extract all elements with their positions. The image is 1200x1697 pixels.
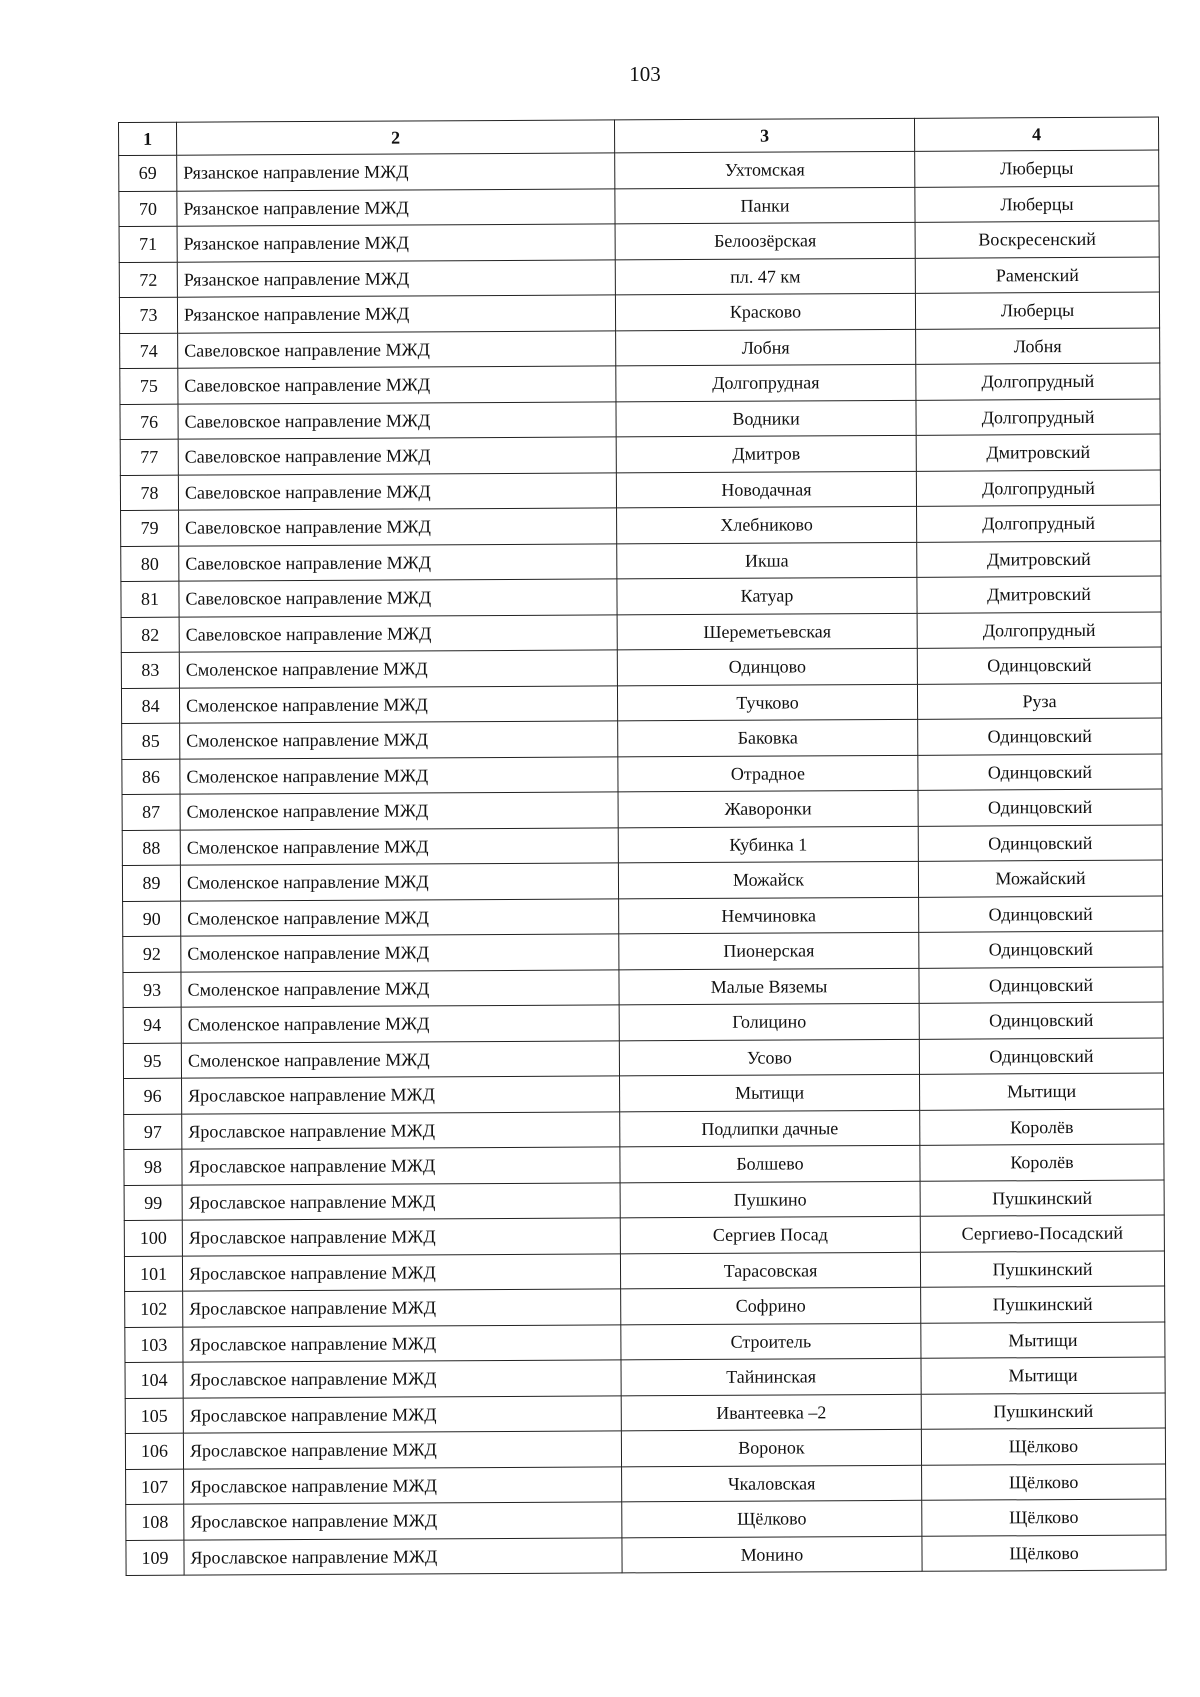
railway-direction: Смоленское направление МЖД bbox=[180, 756, 618, 794]
station-name: Катуар bbox=[617, 577, 917, 614]
station-name: Шереметьевская bbox=[617, 613, 917, 650]
district-name: Руза bbox=[917, 683, 1161, 720]
column-header-3: 3 bbox=[614, 118, 914, 153]
district-name: Щёлково bbox=[922, 1464, 1166, 1501]
station-name: Новодачная bbox=[616, 471, 916, 508]
row-number: 84 bbox=[121, 688, 179, 724]
row-number: 77 bbox=[120, 439, 178, 475]
table-row bbox=[125, 1357, 1165, 1398]
row-number: 89 bbox=[122, 865, 180, 901]
row-number: 76 bbox=[120, 404, 178, 440]
station-name: Можайск bbox=[618, 861, 918, 898]
district-name: Воскресенский bbox=[915, 221, 1159, 258]
district-name: Королёв bbox=[920, 1144, 1164, 1181]
header-row bbox=[119, 117, 1159, 155]
railway-direction: Смоленское направление МЖД bbox=[180, 827, 618, 865]
district-name: Одинцовский bbox=[917, 647, 1161, 684]
station-name: Монино bbox=[622, 1536, 922, 1573]
table-row bbox=[122, 754, 1162, 795]
row-number: 88 bbox=[122, 830, 180, 866]
table-row bbox=[119, 292, 1159, 333]
station-name: Немчиновка bbox=[619, 897, 919, 934]
station-name: Кубинка 1 bbox=[618, 826, 918, 863]
row-number: 74 bbox=[120, 333, 178, 369]
station-name: Софрино bbox=[621, 1287, 921, 1324]
station-name: Усово bbox=[619, 1039, 919, 1076]
row-number: 101 bbox=[124, 1256, 182, 1292]
row-number: 109 bbox=[126, 1540, 184, 1576]
railway-direction: Савеловское направление МЖД bbox=[178, 366, 616, 404]
table-row bbox=[121, 505, 1161, 546]
railway-direction: Ярославское направление МЖД bbox=[183, 1360, 621, 1398]
railway-direction: Смоленское направление МЖД bbox=[181, 1040, 619, 1078]
table-row bbox=[121, 683, 1161, 724]
row-number: 96 bbox=[124, 1078, 182, 1114]
district-name: Щёлково bbox=[921, 1428, 1165, 1465]
table-body bbox=[119, 150, 1166, 1575]
district-name: Люберцы bbox=[915, 150, 1159, 187]
table-row bbox=[124, 1109, 1164, 1150]
table-row bbox=[123, 896, 1163, 937]
row-number: 75 bbox=[120, 368, 178, 404]
railway-direction: Смоленское направление МЖД bbox=[180, 863, 618, 901]
station-name: Строитель bbox=[621, 1323, 921, 1360]
column-header-4: 4 bbox=[914, 117, 1158, 151]
district-name: Долгопрудный bbox=[916, 363, 1160, 400]
row-number: 86 bbox=[122, 759, 180, 795]
district-name: Мытищи bbox=[921, 1322, 1165, 1359]
railway-direction: Ярославское направление МЖД bbox=[182, 1253, 620, 1291]
station-name: Щёлково bbox=[622, 1500, 922, 1537]
railway-direction: Рязанское направление МЖД bbox=[177, 188, 615, 226]
row-number: 106 bbox=[125, 1433, 183, 1469]
station-name: Дмитров bbox=[616, 435, 916, 472]
row-number: 81 bbox=[121, 581, 179, 617]
district-name: Одинцовский bbox=[918, 825, 1162, 862]
railway-direction: Рязанское направление МЖД bbox=[177, 153, 615, 191]
table-row bbox=[123, 967, 1163, 1008]
table-row bbox=[120, 399, 1160, 440]
district-name: Щёлково bbox=[922, 1535, 1166, 1572]
station-name: Одинцово bbox=[617, 648, 917, 685]
railway-direction: Смоленское направление МЖД bbox=[181, 1005, 619, 1043]
railway-direction: Смоленское направление МЖД bbox=[180, 721, 618, 759]
row-number: 104 bbox=[125, 1362, 183, 1398]
station-name: Воронок bbox=[621, 1429, 921, 1466]
railway-direction: Ярославское направление МЖД bbox=[182, 1218, 620, 1256]
railway-direction: Смоленское направление МЖД bbox=[181, 898, 619, 936]
row-number: 70 bbox=[119, 191, 177, 227]
column-header-2: 2 bbox=[177, 120, 615, 155]
railway-direction: Савеловское направление МЖД bbox=[178, 401, 616, 439]
station-name: Баковка bbox=[618, 719, 918, 756]
railway-direction: Ярославское направление МЖД bbox=[182, 1182, 620, 1220]
district-name: Одинцовский bbox=[918, 718, 1162, 755]
railway-direction: Рязанское направление МЖД bbox=[177, 259, 615, 297]
row-number: 90 bbox=[123, 901, 181, 937]
row-number: 82 bbox=[121, 617, 179, 653]
railway-direction: Ярославское направление МЖД bbox=[184, 1537, 622, 1575]
station-name: Сергиев Посад bbox=[620, 1216, 920, 1253]
row-number: 99 bbox=[124, 1185, 182, 1221]
row-number: 80 bbox=[121, 546, 179, 582]
station-name: Тарасовская bbox=[620, 1252, 920, 1289]
row-number: 69 bbox=[119, 155, 177, 191]
district-name: Долгопрудный bbox=[917, 505, 1161, 542]
district-name: Сергиево-Посадский bbox=[920, 1215, 1164, 1252]
station-name: Панки bbox=[615, 187, 915, 224]
railway-direction: Савеловское направление МЖД bbox=[178, 437, 616, 475]
table-row bbox=[123, 931, 1163, 972]
table-row bbox=[122, 860, 1162, 901]
row-number: 73 bbox=[119, 297, 177, 333]
stations-table bbox=[118, 117, 1167, 1576]
railway-direction: Ярославское направление МЖД bbox=[183, 1395, 621, 1433]
railway-direction: Савеловское направление МЖД bbox=[178, 472, 616, 510]
railway-direction: Ярославское направление МЖД bbox=[183, 1324, 621, 1362]
railway-direction: Рязанское направление МЖД bbox=[177, 224, 615, 262]
row-number: 100 bbox=[124, 1220, 182, 1256]
table-row bbox=[123, 1038, 1163, 1079]
district-name: Щёлково bbox=[922, 1499, 1166, 1536]
station-name: Подлипки дачные bbox=[620, 1110, 920, 1147]
row-number: 72 bbox=[119, 262, 177, 298]
row-number: 85 bbox=[122, 723, 180, 759]
table-row bbox=[123, 1002, 1163, 1043]
railway-direction: Смоленское направление МЖД bbox=[179, 685, 617, 723]
row-number: 93 bbox=[123, 972, 181, 1008]
station-name: Тучково bbox=[617, 684, 917, 721]
station-name: Красково bbox=[615, 293, 915, 330]
railway-direction: Ярославское направление МЖД bbox=[184, 1502, 622, 1540]
district-name: Дмитровский bbox=[917, 576, 1161, 613]
station-name: Голицино bbox=[619, 1003, 919, 1040]
railway-direction: Савеловское направление МЖД bbox=[179, 579, 617, 617]
row-number: 87 bbox=[122, 794, 180, 830]
district-name: Долгопрудный bbox=[916, 399, 1160, 436]
district-name: Пушкинский bbox=[921, 1286, 1165, 1323]
station-name: Болшево bbox=[620, 1145, 920, 1182]
district-name: Раменский bbox=[915, 257, 1159, 294]
table-row bbox=[125, 1393, 1165, 1434]
railway-direction: Смоленское направление МЖД bbox=[181, 934, 619, 972]
railway-direction: Ярославское направление МЖД bbox=[183, 1289, 621, 1327]
table-row bbox=[124, 1215, 1164, 1256]
table-row bbox=[120, 363, 1160, 404]
railway-direction: Савеловское направление МЖД bbox=[179, 614, 617, 652]
district-name: Лобня bbox=[916, 328, 1160, 365]
row-number: 98 bbox=[124, 1149, 182, 1185]
table-row bbox=[121, 647, 1161, 688]
table-row bbox=[124, 1251, 1164, 1292]
row-number: 79 bbox=[121, 510, 179, 546]
station-name: Малые Вяземы bbox=[619, 968, 919, 1005]
row-number: 78 bbox=[120, 475, 178, 511]
row-number: 92 bbox=[123, 936, 181, 972]
district-name: Пушкинский bbox=[921, 1393, 1165, 1430]
railway-direction: Смоленское направление МЖД bbox=[179, 650, 617, 688]
row-number: 94 bbox=[123, 1007, 181, 1043]
row-number: 105 bbox=[125, 1398, 183, 1434]
station-name: Тайнинская bbox=[621, 1358, 921, 1395]
table-row bbox=[120, 470, 1160, 511]
table-row bbox=[125, 1428, 1165, 1469]
table-row bbox=[119, 257, 1159, 298]
table-header bbox=[119, 117, 1159, 155]
table-row bbox=[119, 150, 1159, 191]
table-row bbox=[126, 1464, 1166, 1505]
district-name: Одинцовский bbox=[919, 1038, 1163, 1075]
railway-direction: Рязанское направление МЖД bbox=[177, 295, 615, 333]
station-name: Белоозёрская bbox=[615, 222, 915, 259]
row-number: 71 bbox=[119, 226, 177, 262]
station-name: Икша bbox=[617, 542, 917, 579]
district-name: Пушкинский bbox=[920, 1180, 1164, 1217]
table-row bbox=[124, 1073, 1164, 1114]
table-row bbox=[119, 186, 1159, 227]
station-name: Лобня bbox=[616, 329, 916, 366]
district-name: Мытищи bbox=[919, 1073, 1163, 1110]
station-name: Ивантеевка –2 bbox=[621, 1394, 921, 1431]
station-name: Чкаловская bbox=[622, 1465, 922, 1502]
row-number: 107 bbox=[126, 1469, 184, 1505]
table-row bbox=[126, 1535, 1166, 1576]
station-name: Водники bbox=[616, 400, 916, 437]
table-row bbox=[125, 1286, 1165, 1327]
district-name: Дмитровский bbox=[916, 434, 1160, 471]
station-name: Хлебниково bbox=[617, 506, 917, 543]
table-row bbox=[124, 1180, 1164, 1221]
district-name: Долгопрудный bbox=[917, 612, 1161, 649]
district-name: Люберцы bbox=[915, 292, 1159, 329]
railway-direction: Ярославское направление МЖД bbox=[184, 1466, 622, 1504]
table-row bbox=[119, 221, 1159, 262]
station-name: пл. 47 км bbox=[615, 258, 915, 295]
district-name: Одинцовский bbox=[919, 931, 1163, 968]
table-row bbox=[120, 434, 1160, 475]
table-row bbox=[122, 718, 1162, 759]
railway-direction: Ярославское направление МЖД bbox=[182, 1076, 620, 1114]
district-name: Одинцовский bbox=[919, 896, 1163, 933]
district-name: Одинцовский bbox=[919, 967, 1163, 1004]
district-name: Дмитровский bbox=[917, 541, 1161, 578]
station-name: Отрадное bbox=[618, 755, 918, 792]
column-header-1: 1 bbox=[119, 122, 177, 155]
district-name: Пушкинский bbox=[920, 1251, 1164, 1288]
table-row bbox=[122, 789, 1162, 830]
railway-direction: Смоленское направление МЖД bbox=[181, 969, 619, 1007]
page-number: 103 bbox=[629, 62, 661, 86]
station-name: Ухтомская bbox=[615, 151, 915, 188]
railway-direction: Савеловское направление МЖД bbox=[179, 508, 617, 546]
railway-direction: Ярославское направление МЖД bbox=[182, 1147, 620, 1185]
table-row bbox=[126, 1499, 1166, 1540]
station-name: Пионерская bbox=[619, 932, 919, 969]
table-row bbox=[121, 576, 1161, 617]
table-row bbox=[120, 328, 1160, 369]
station-name: Мытищи bbox=[620, 1074, 920, 1111]
row-number: 83 bbox=[121, 652, 179, 688]
row-number: 108 bbox=[126, 1504, 184, 1540]
railway-direction: Ярославское направление МЖД bbox=[182, 1111, 620, 1149]
table-row bbox=[121, 612, 1161, 653]
railway-direction: Савеловское направление МЖД bbox=[179, 543, 617, 581]
table-row bbox=[122, 825, 1162, 866]
table-row bbox=[124, 1144, 1164, 1185]
station-name: Пушкино bbox=[620, 1181, 920, 1218]
district-name: Люберцы bbox=[915, 186, 1159, 223]
district-name: Можайский bbox=[918, 860, 1162, 897]
district-name: Королёв bbox=[920, 1109, 1164, 1146]
district-name: Долгопрудный bbox=[916, 470, 1160, 507]
row-number: 103 bbox=[125, 1327, 183, 1363]
district-name: Одинцовский bbox=[918, 754, 1162, 791]
table-row bbox=[125, 1322, 1165, 1363]
row-number: 102 bbox=[125, 1291, 183, 1327]
row-number: 97 bbox=[124, 1114, 182, 1150]
row-number: 95 bbox=[123, 1043, 181, 1079]
district-name: Мытищи bbox=[921, 1357, 1165, 1394]
railway-direction: Смоленское направление МЖД bbox=[180, 792, 618, 830]
station-name: Жаворонки bbox=[618, 790, 918, 827]
table-row bbox=[121, 541, 1161, 582]
district-name: Одинцовский bbox=[919, 1002, 1163, 1039]
railway-direction: Савеловское направление МЖД bbox=[178, 330, 616, 368]
railway-direction: Ярославское направление МЖД bbox=[183, 1431, 621, 1469]
district-name: Одинцовский bbox=[918, 789, 1162, 826]
station-name: Долгопрудная bbox=[616, 364, 916, 401]
